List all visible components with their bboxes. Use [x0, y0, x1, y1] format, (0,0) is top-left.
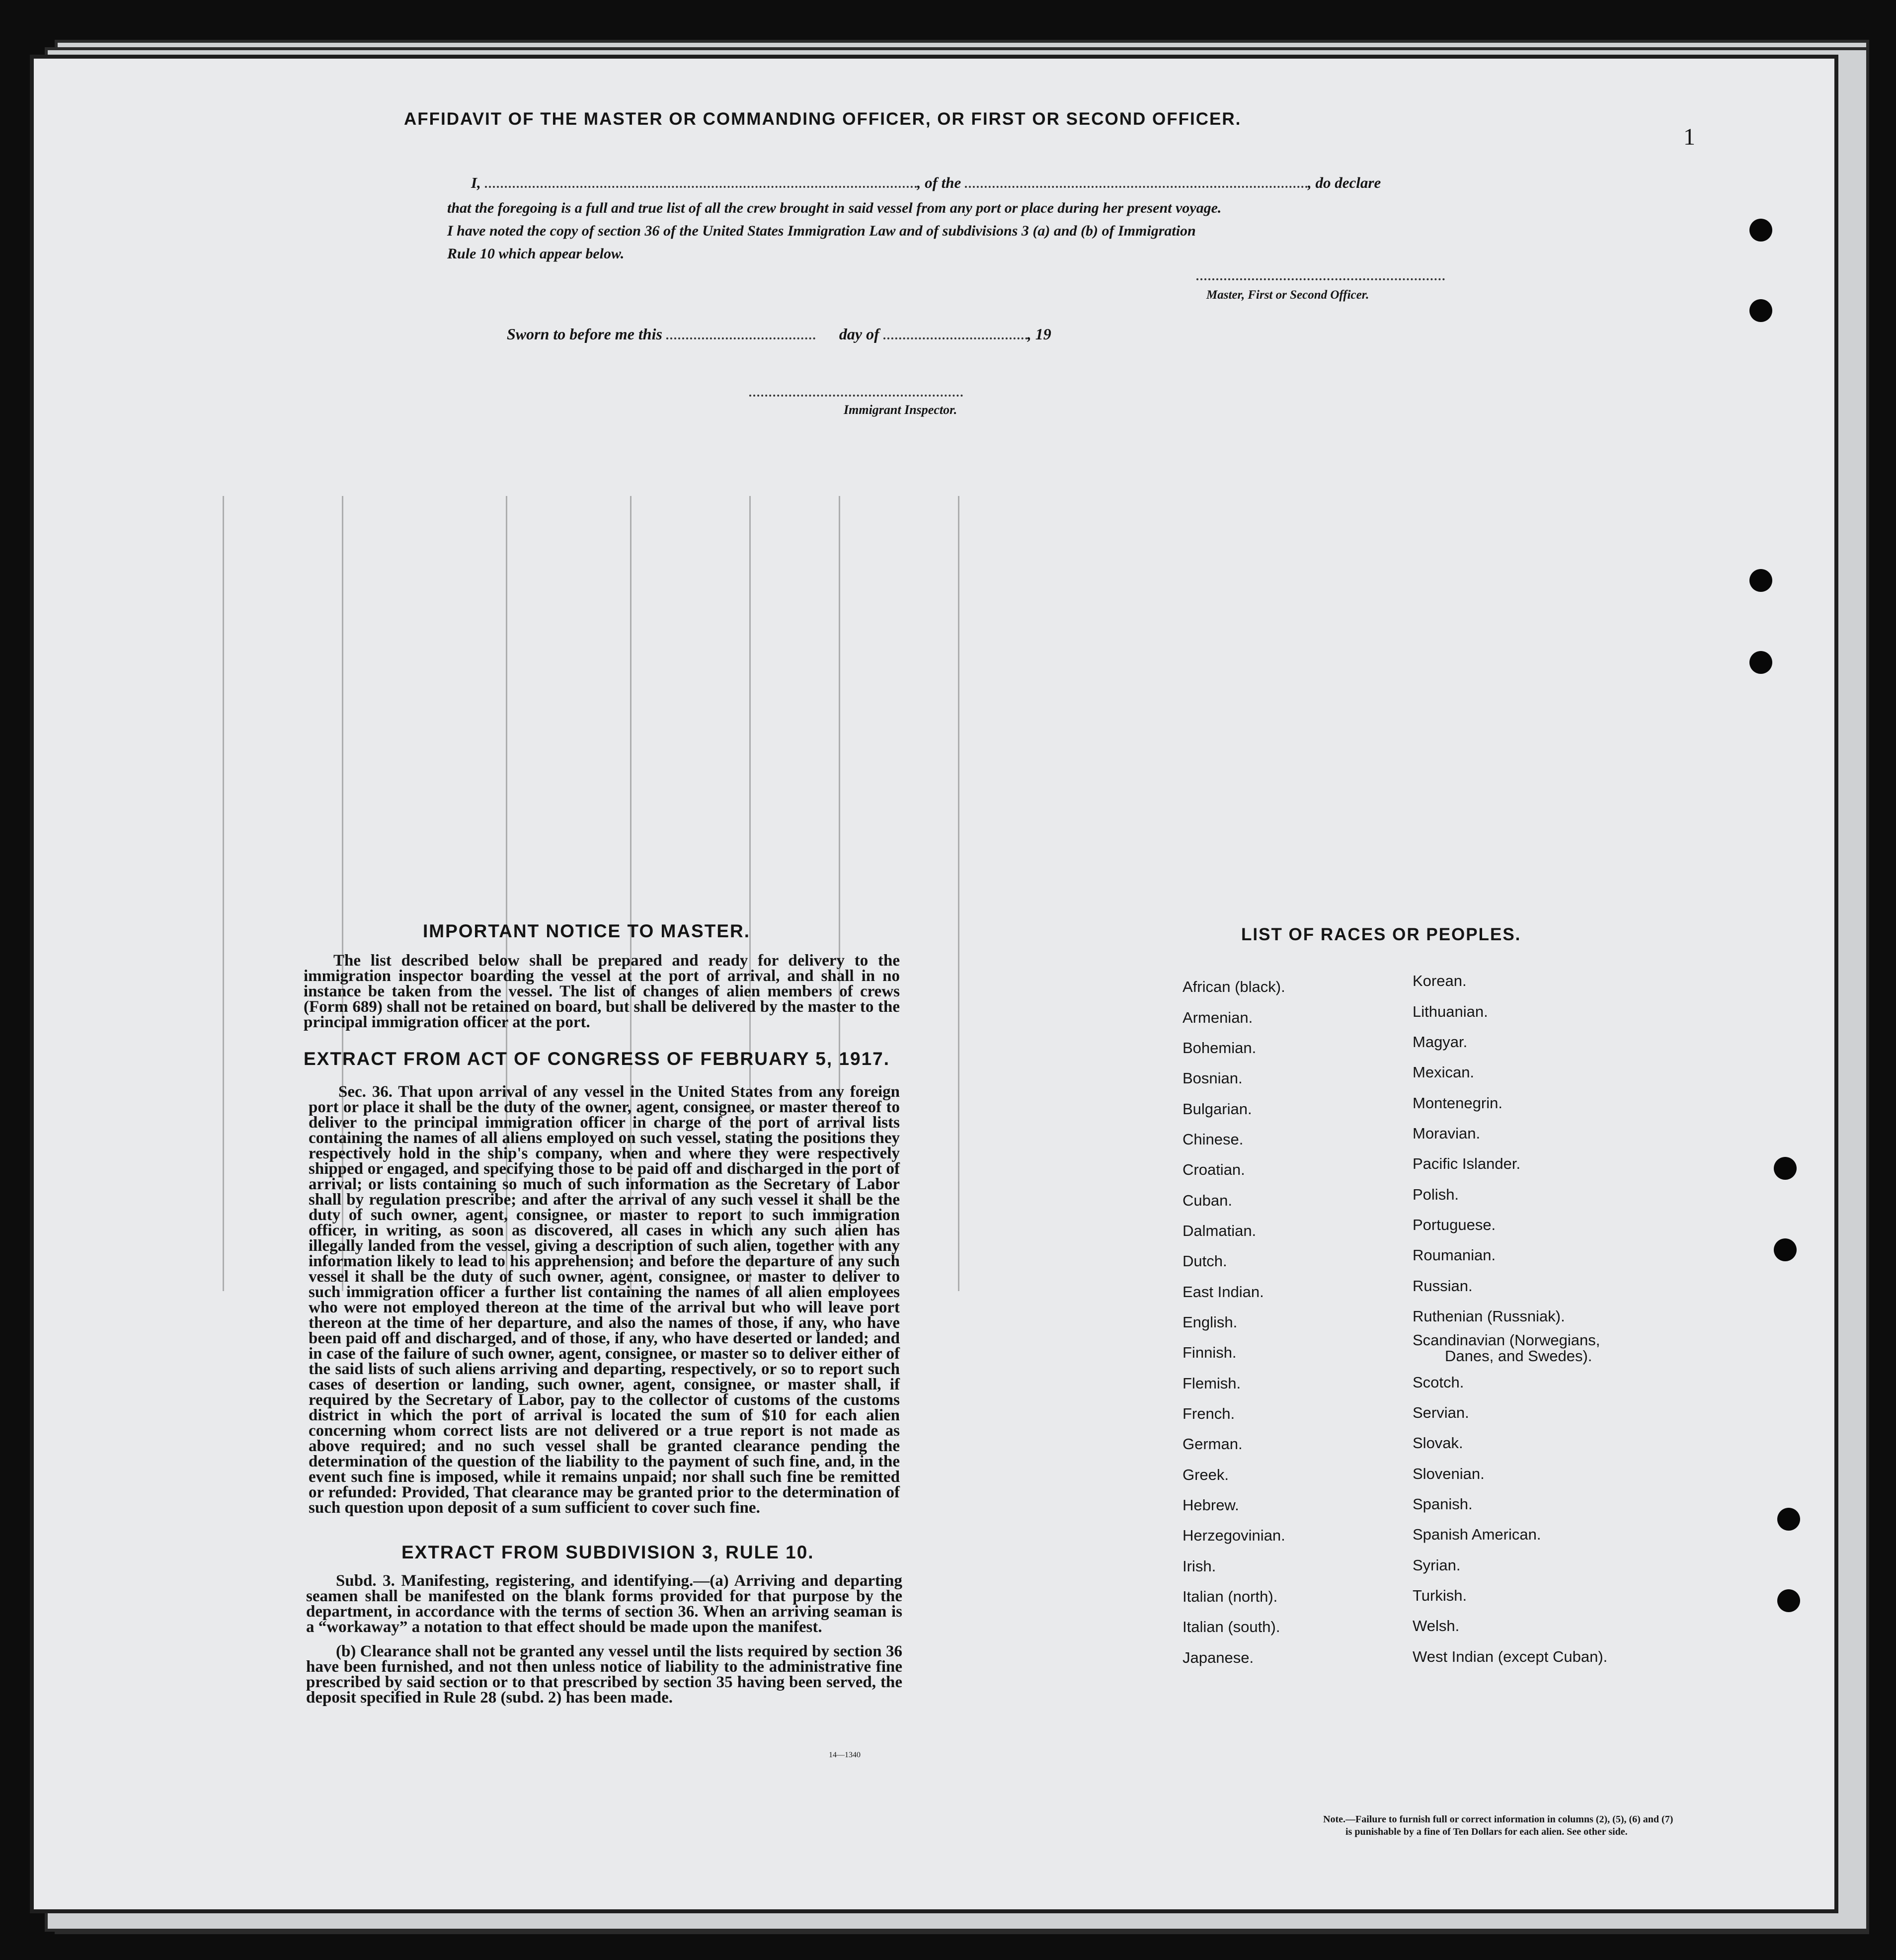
sworn-month-blank[interactable]	[883, 337, 1027, 339]
race-item: Danes, and Swedes).	[1445, 1347, 1592, 1365]
race-item: Bosnian.	[1183, 1069, 1243, 1087]
race-item: Irish.	[1183, 1557, 1216, 1575]
race-item: Armenian.	[1183, 1009, 1253, 1026]
rule-extract-title: EXTRACT FROM SUBDIVISION 3, RULE 10.	[401, 1542, 814, 1562]
affidavit-line-4: Rule 10 which appear below.	[447, 245, 625, 262]
race-item: Hebrew.	[1183, 1496, 1239, 1514]
rule-para-a: Subd. 3. Manifesting, registering, and identifying.—(a) Arriving and departing seamen shall be manifested on the blank forms provided for that purpose by the department, in accordance with the terms of section 36. When an arriving seaman is a “workaway” a notation to that effect should be made upon the manifest.	[306, 1572, 902, 1636]
footnote-line-2: is punishable by a fine of Ten Dollars for each alien. See other side.	[1345, 1826, 1628, 1837]
race-item: Polish.	[1413, 1186, 1459, 1203]
affidavit-title: AFFIDAVIT OF THE MASTER OR COMMANDING OFFICER, OR FIRST OR SECOND OFFICER.	[404, 109, 1242, 129]
race-item: Servian.	[1413, 1404, 1469, 1421]
race-item: Mexican.	[1413, 1063, 1475, 1081]
race-item: Spanish American.	[1413, 1526, 1541, 1543]
sworn-day-blank[interactable]	[666, 337, 815, 339]
notice-body: The list described below shall be prepared and ready for delivery to the immigration inspector boarding the vessel at the port of arrival, and shall in no instance be taken from the vessel. The list of changes of alien members of crews (Form 689) shall not be retained on board, but shall be delivered by the master to the principal immigration officer at the port.	[304, 952, 900, 1031]
race-item: Scandinavian (Norwegians,	[1413, 1331, 1600, 1349]
race-item: Moravian.	[1413, 1125, 1481, 1142]
race-item: Russian.	[1413, 1277, 1473, 1295]
affidavit-i: I,	[471, 174, 481, 191]
race-item: Japanese.	[1183, 1649, 1254, 1666]
race-item: Herzegovinian.	[1183, 1527, 1285, 1544]
footnote-line-1: Note.—Failure to furnish full or correct information in columns (2), (5), (6) and (7)	[1323, 1814, 1673, 1825]
race-item: Dutch.	[1183, 1252, 1227, 1270]
form-sheet	[30, 55, 1838, 1913]
sworn-line	[507, 325, 1051, 343]
punch-hole	[1774, 1238, 1797, 1261]
affidavit-line-2: that the foregoing is a full and true list of all the crew brought in said vessel from any port or place during her present voyage.	[447, 200, 1222, 216]
rule-para-b: (b) Clearance shall not be granted any vessel until the lists required by section 36 have been furnished, and not then unless notice of liability to the administrative fine prescribed by said section or to that prescribed by section 35 having been served, the deposit specified in Rule 28 (subd. 2) has been made.	[306, 1642, 902, 1707]
race-item: Pacific Islander.	[1413, 1155, 1521, 1172]
inspector-signature-line[interactable]	[749, 395, 963, 397]
race-item: Magyar.	[1413, 1033, 1468, 1051]
name-blank[interactable]	[485, 186, 917, 188]
punch-hole	[1749, 299, 1772, 322]
affidavit-of-the: , of the	[917, 174, 961, 191]
race-item: Flemish.	[1183, 1375, 1241, 1392]
punch-hole	[1749, 569, 1772, 592]
race-item: Scotch.	[1413, 1374, 1464, 1391]
race-item: Chinese.	[1183, 1131, 1244, 1148]
race-item: Roumanian.	[1413, 1246, 1496, 1264]
act-extract-body: Sec. 36. That upon arrival of any vessel in the United States from any foreign port or place it shall be the duty of the owner, agent, consignee, or master thereof to deliver to the principal immigration officer in charge of the port of arrival lists containing the names of all aliens employed on such vessel, stating the positions they respectively hold in the ship's company, when and where they were respectively shipped or engaged, and specifying those to be paid off and discharged in the port of arrival; or lists containing so much of such information as the Secretary of Labor shall by regulation prescribe; and after the arrival of any such vessel it shall be the duty of such owner, agent, consignee, or master to report to such immigration officer, in writing, as soon as discovered, all cases in which any such alien has illegally landed from the vessel, giving a description of such alien, together with any information likely to lead to his apprehension; and before the departure of any such vessel it shall be the duty of such owner, agent, consignee, or master to deliver to such immigration officer a further list containing the names of all alien employees who were not employed thereon at the time of the arrival but who will leave port thereon at the time of her departure, and also the names of those, if any, who have been paid off and discharged, and of those, if any, who have deserted or landed; and in case of the failure of such owner, agent, consignee, or master so to deliver either of the said lists of such aliens arriving and departing, respectively, or so to report such cases of desertion or landing, such owner, agent, consignee, or master shall, if required by the Secretary of Labor, pay to the collector of customs of the customs district in which the port of arrival is located the sum of $10 for each alien concerning whom correct lists are not delivered or a true report is not made as above required; and no such vessel shall be granted clearance pending the determination of the question of the liability to the payment of such fine, and, in the event such fine is imposed, while it remains unpaid; nor shall such fine be remitted or refunded: Provided, That clearance may be granted prior to the determination of such question upon deposit of a sum sufficient to cover such fine.	[309, 1083, 900, 1517]
race-item: Montenegrin.	[1413, 1094, 1502, 1112]
form-number: 14—1340	[829, 1751, 861, 1759]
master-signature-line[interactable]	[1196, 278, 1445, 280]
race-item: East Indian.	[1183, 1283, 1264, 1301]
race-item: West Indian (except Cuban).	[1413, 1648, 1608, 1665]
race-item: Italian (south).	[1183, 1618, 1280, 1635]
race-item: English.	[1183, 1313, 1238, 1331]
race-item: Korean.	[1413, 972, 1467, 989]
affidavit-line-1	[471, 174, 1381, 192]
race-item: Dalmatian.	[1183, 1222, 1257, 1239]
race-item: Slovenian.	[1413, 1465, 1485, 1482]
punch-hole	[1777, 1508, 1800, 1531]
race-item: Welsh.	[1413, 1617, 1460, 1634]
punch-hole	[1749, 651, 1772, 674]
sworn-label: Sworn to before me this	[507, 325, 662, 343]
race-item: German.	[1183, 1435, 1243, 1453]
affidavit-line-3: I have noted the copy of section 36 of the United States Immigration Law and of subdivisions 3 (a) and (b) of Immigration	[447, 223, 1196, 239]
year-label: , 19	[1027, 325, 1051, 343]
race-item: Italian (north).	[1183, 1588, 1278, 1605]
race-item: Spanish.	[1413, 1495, 1473, 1513]
punch-hole	[1774, 1157, 1797, 1180]
master-signature-label: Master, First or Second Officer.	[1206, 288, 1369, 302]
punch-hole	[1777, 1589, 1800, 1612]
day-of-label: day of	[839, 325, 879, 343]
race-item: Bohemian.	[1183, 1039, 1257, 1057]
race-item: Turkish.	[1413, 1587, 1467, 1604]
inspector-signature-label: Immigrant Inspector.	[844, 403, 957, 417]
punch-hole	[1749, 219, 1772, 242]
act-extract-title: EXTRACT FROM ACT OF CONGRESS OF FEBRUARY 5, 1917.	[304, 1049, 890, 1069]
race-item: African (black).	[1183, 978, 1285, 995]
notice-title: IMPORTANT NOTICE TO MASTER.	[423, 921, 751, 941]
corner-page-mark: 1	[1683, 124, 1695, 150]
vessel-blank[interactable]	[965, 186, 1308, 188]
race-item: Portuguese.	[1413, 1216, 1496, 1233]
race-item: Croatian.	[1183, 1161, 1245, 1178]
race-item: Cuban.	[1183, 1192, 1232, 1209]
race-item: Ruthenian (Russniak).	[1413, 1307, 1565, 1325]
race-item: Lithuanian.	[1413, 1003, 1488, 1020]
race-item: Greek.	[1183, 1466, 1229, 1483]
race-item: Finnish.	[1183, 1344, 1237, 1361]
races-title: LIST OF RACES OR PEOPLES.	[1241, 925, 1521, 944]
affidavit-declare: , do declare	[1308, 174, 1381, 191]
race-item: Syrian.	[1413, 1556, 1461, 1574]
race-item: French.	[1183, 1405, 1235, 1422]
race-item: Bulgarian.	[1183, 1100, 1252, 1118]
race-item: Slovak.	[1413, 1434, 1463, 1452]
